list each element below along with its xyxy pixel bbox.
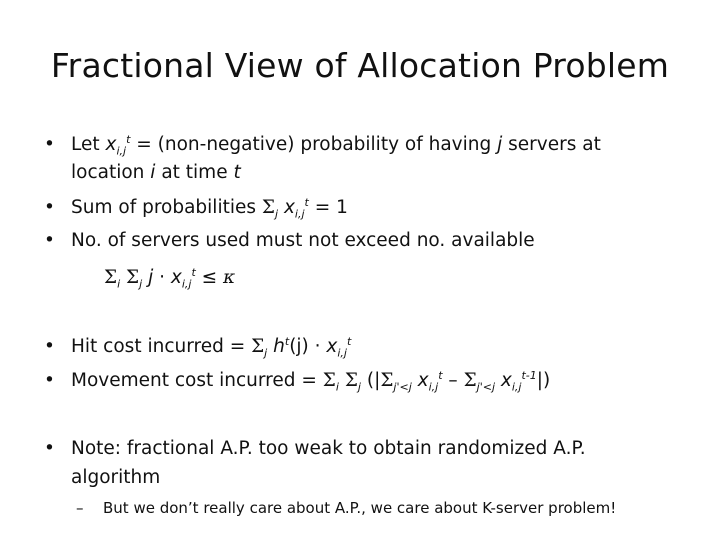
text: |): [536, 370, 551, 391]
sub-bullet-marker: –: [76, 499, 84, 517]
text: (|: [360, 370, 381, 391]
text: location: [71, 162, 151, 183]
subscript: i: [117, 277, 121, 291]
text: = (non-negative) probability of having: [130, 134, 498, 155]
bullet-marker: •: [44, 197, 55, 218]
subscript: i,j: [116, 144, 127, 158]
dot-operator: ·: [308, 336, 327, 357]
constraint-formula: [104, 266, 235, 290]
text: (j): [289, 336, 309, 357]
bullet-6-line-2: algorithm: [71, 467, 161, 488]
superscript: t: [191, 265, 196, 279]
bullet-marker: •: [44, 438, 55, 459]
sigma-symbol: Σ: [251, 336, 265, 357]
subscript: j'<j: [393, 380, 412, 394]
bullet-marker: •: [44, 134, 55, 155]
text: Hit cost incurred =: [71, 336, 252, 357]
bullet-marker: •: [44, 230, 55, 251]
subscript: i,j: [181, 277, 192, 291]
subscript: j: [357, 380, 361, 394]
bullet-marker: •: [44, 370, 55, 391]
sigma-symbol: Σ: [344, 370, 358, 391]
subscript: i,j: [511, 380, 522, 394]
text: Movement cost incurred =: [71, 370, 323, 391]
var-j: j: [497, 134, 503, 155]
var-x: x: [500, 370, 512, 391]
superscript: t: [304, 195, 309, 209]
subscript: i,j: [337, 346, 347, 360]
sigma-symbol: Σ: [261, 197, 275, 218]
text: Let: [71, 134, 106, 155]
sigma-symbol: Σ: [380, 370, 394, 391]
kappa-symbol: κ: [223, 267, 236, 288]
var-i: i: [150, 162, 156, 183]
slide-title: Fractional View of Allocation Problem: [50, 46, 670, 85]
bullet-1-line-2: [71, 161, 241, 185]
subscript: j: [274, 207, 279, 221]
subscript: j: [264, 346, 268, 360]
var-x: x: [326, 336, 338, 357]
sigma-symbol: Σ: [463, 370, 477, 391]
var-x: x: [170, 267, 182, 288]
text: Sum of probabilities: [71, 197, 262, 218]
text: at time: [155, 162, 234, 183]
var-x: x: [283, 197, 295, 218]
bullet-2: [71, 196, 348, 220]
subscript: i: [335, 380, 339, 394]
text: = 1: [308, 197, 348, 218]
bullet-5: [71, 369, 550, 393]
le-operator: ≤: [195, 267, 224, 288]
bullet-1-line-1: [71, 133, 601, 157]
subscript: i,j: [428, 380, 439, 394]
var-x: x: [105, 134, 117, 155]
var-h: h: [273, 336, 285, 357]
subscript: j'<j: [476, 380, 496, 394]
text: servers at: [502, 134, 601, 155]
sub-bullet-text: But we don’t really care about A.P., we care about K-server problem!: [103, 499, 617, 517]
sigma-symbol: Σ: [104, 267, 118, 288]
subscript: j: [139, 277, 143, 291]
var-t: t: [233, 162, 241, 183]
sigma-symbol: Σ: [322, 370, 336, 391]
var-x: x: [417, 370, 429, 391]
subscript: i,j: [294, 207, 305, 221]
bullet-marker: •: [44, 336, 55, 357]
minus-operator: –: [442, 370, 464, 391]
superscript: t: [438, 368, 443, 382]
superscript: t-1: [521, 368, 537, 382]
var-j: j: [148, 267, 154, 288]
bullet-6-line-1: Note: fractional A.P. too weak to obtain randomized A.P.: [71, 438, 586, 459]
bullet-3: No. of servers used must not exceed no. available: [71, 230, 535, 251]
sigma-symbol: Σ: [126, 267, 140, 288]
superscript: t: [284, 334, 290, 348]
bullet-4: [71, 335, 351, 359]
superscript: t: [346, 334, 352, 348]
dot-operator: ·: [153, 267, 171, 288]
superscript: t: [126, 132, 131, 146]
